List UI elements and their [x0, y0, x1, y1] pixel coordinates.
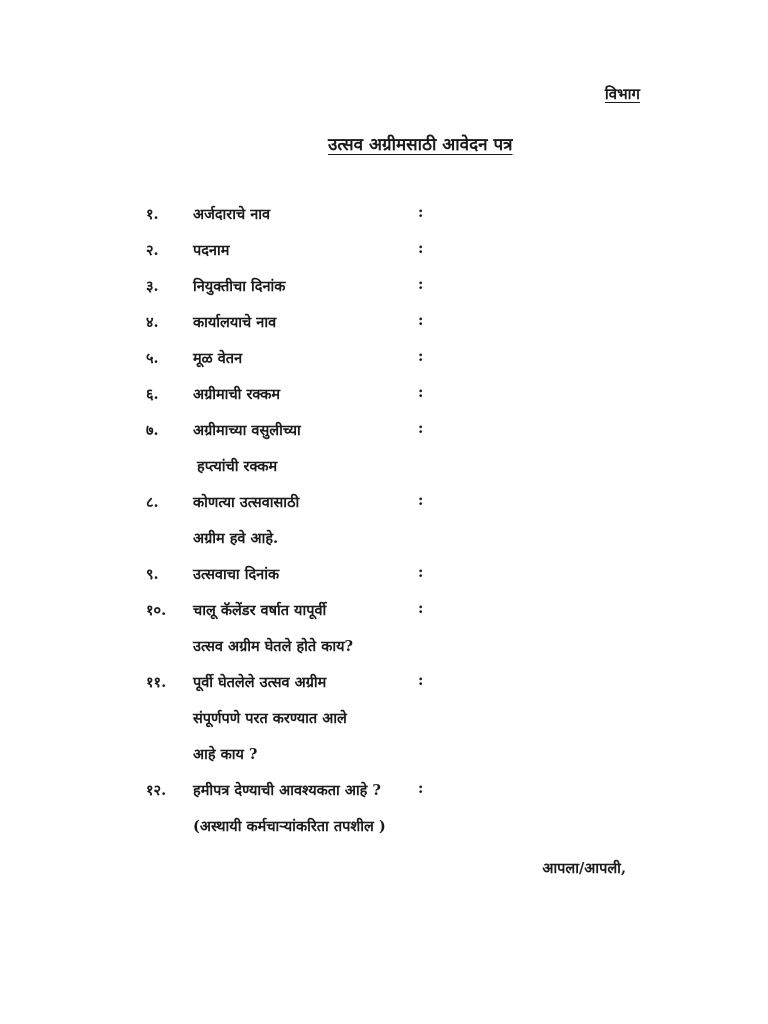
form-field-continuation-row	[146, 816, 646, 852]
form-field-row	[146, 348, 646, 384]
field-number: ४.	[146, 314, 159, 331]
form-field-continuation-row	[146, 456, 646, 492]
field-label: अग्रीम हवे आहे.	[193, 530, 279, 547]
field-colon: :	[418, 780, 424, 797]
field-colon: :	[418, 564, 424, 581]
field-label: पूर्वी घेतलेले उत्सव अग्रीम	[193, 674, 327, 691]
form-field-row	[146, 672, 646, 708]
field-colon: :	[418, 672, 424, 689]
field-label: चालू कॅलेंडर वर्षात यापूर्वी	[193, 602, 327, 619]
field-number: १.	[146, 206, 159, 223]
field-label: उत्सव अग्रीम घेतले होते काय?	[193, 638, 354, 655]
form-field-row	[146, 276, 646, 312]
field-colon: :	[418, 384, 424, 401]
field-number: ११.	[146, 674, 167, 691]
field-number: ३.	[146, 278, 159, 295]
field-label: अग्रीमाच्या वसुलीच्या	[193, 422, 301, 439]
field-label: कार्यालयाचे नाव	[193, 314, 277, 331]
field-label: उत्सवाचा दिनांक	[193, 566, 280, 583]
field-label: हमीपत्र देण्याची आवश्यकता आहे ?	[193, 782, 381, 799]
field-label: पदनाम	[193, 242, 230, 259]
form-field-row	[146, 492, 646, 528]
form-field-row	[146, 384, 646, 420]
field-colon: :	[418, 276, 424, 293]
form-field-row	[146, 600, 646, 636]
field-number: २.	[146, 242, 159, 259]
field-colon: :	[418, 420, 424, 437]
field-label: नियुक्तीचा दिनांक	[193, 278, 286, 295]
field-colon: :	[418, 312, 424, 329]
field-label: संपूर्णपणे परत करण्यात आले	[193, 710, 347, 727]
signature-label: आपला/आपली,	[542, 860, 626, 877]
form-field-row	[146, 240, 646, 276]
field-label: अग्रीमाची रक्कम	[193, 386, 281, 403]
field-colon: :	[418, 492, 424, 509]
field-number: ५.	[146, 350, 159, 367]
field-number: १२.	[146, 782, 167, 799]
field-label: मूळ वेतन	[193, 350, 243, 367]
field-label: (अस्थायी कर्मचाऱ्यांकरिता तपशील )	[193, 818, 386, 835]
field-colon: :	[418, 348, 424, 365]
field-colon: :	[418, 204, 424, 221]
field-label: आहे काय ?	[193, 746, 258, 763]
form-field-continuation-row	[146, 528, 646, 564]
form-field-row	[146, 312, 646, 348]
field-number: ९.	[146, 566, 159, 583]
form-field-row	[146, 780, 646, 816]
field-label: कोणत्या उत्सवासाठी	[193, 494, 300, 511]
form-field-row	[146, 420, 646, 456]
field-number: ६.	[146, 386, 159, 403]
field-colon: :	[418, 240, 424, 257]
field-label: हप्त्यांची रक्कम	[197, 458, 278, 475]
form-field-continuation-row	[146, 636, 646, 672]
form-field-row	[146, 204, 646, 240]
field-number: ८.	[146, 494, 159, 511]
form-field-continuation-row	[146, 708, 646, 744]
field-colon: :	[418, 600, 424, 617]
form-field-list	[146, 204, 646, 852]
department-label: विभाग	[604, 85, 640, 103]
form-field-row	[146, 564, 646, 600]
form-field-continuation-row	[146, 744, 646, 780]
form-title: उत्सव अग्रीमसाठी आवेदन पत्र	[328, 135, 513, 155]
field-number: ७.	[146, 422, 159, 439]
field-number: १०.	[146, 602, 167, 619]
field-label: अर्जदाराचे नाव	[193, 206, 271, 223]
